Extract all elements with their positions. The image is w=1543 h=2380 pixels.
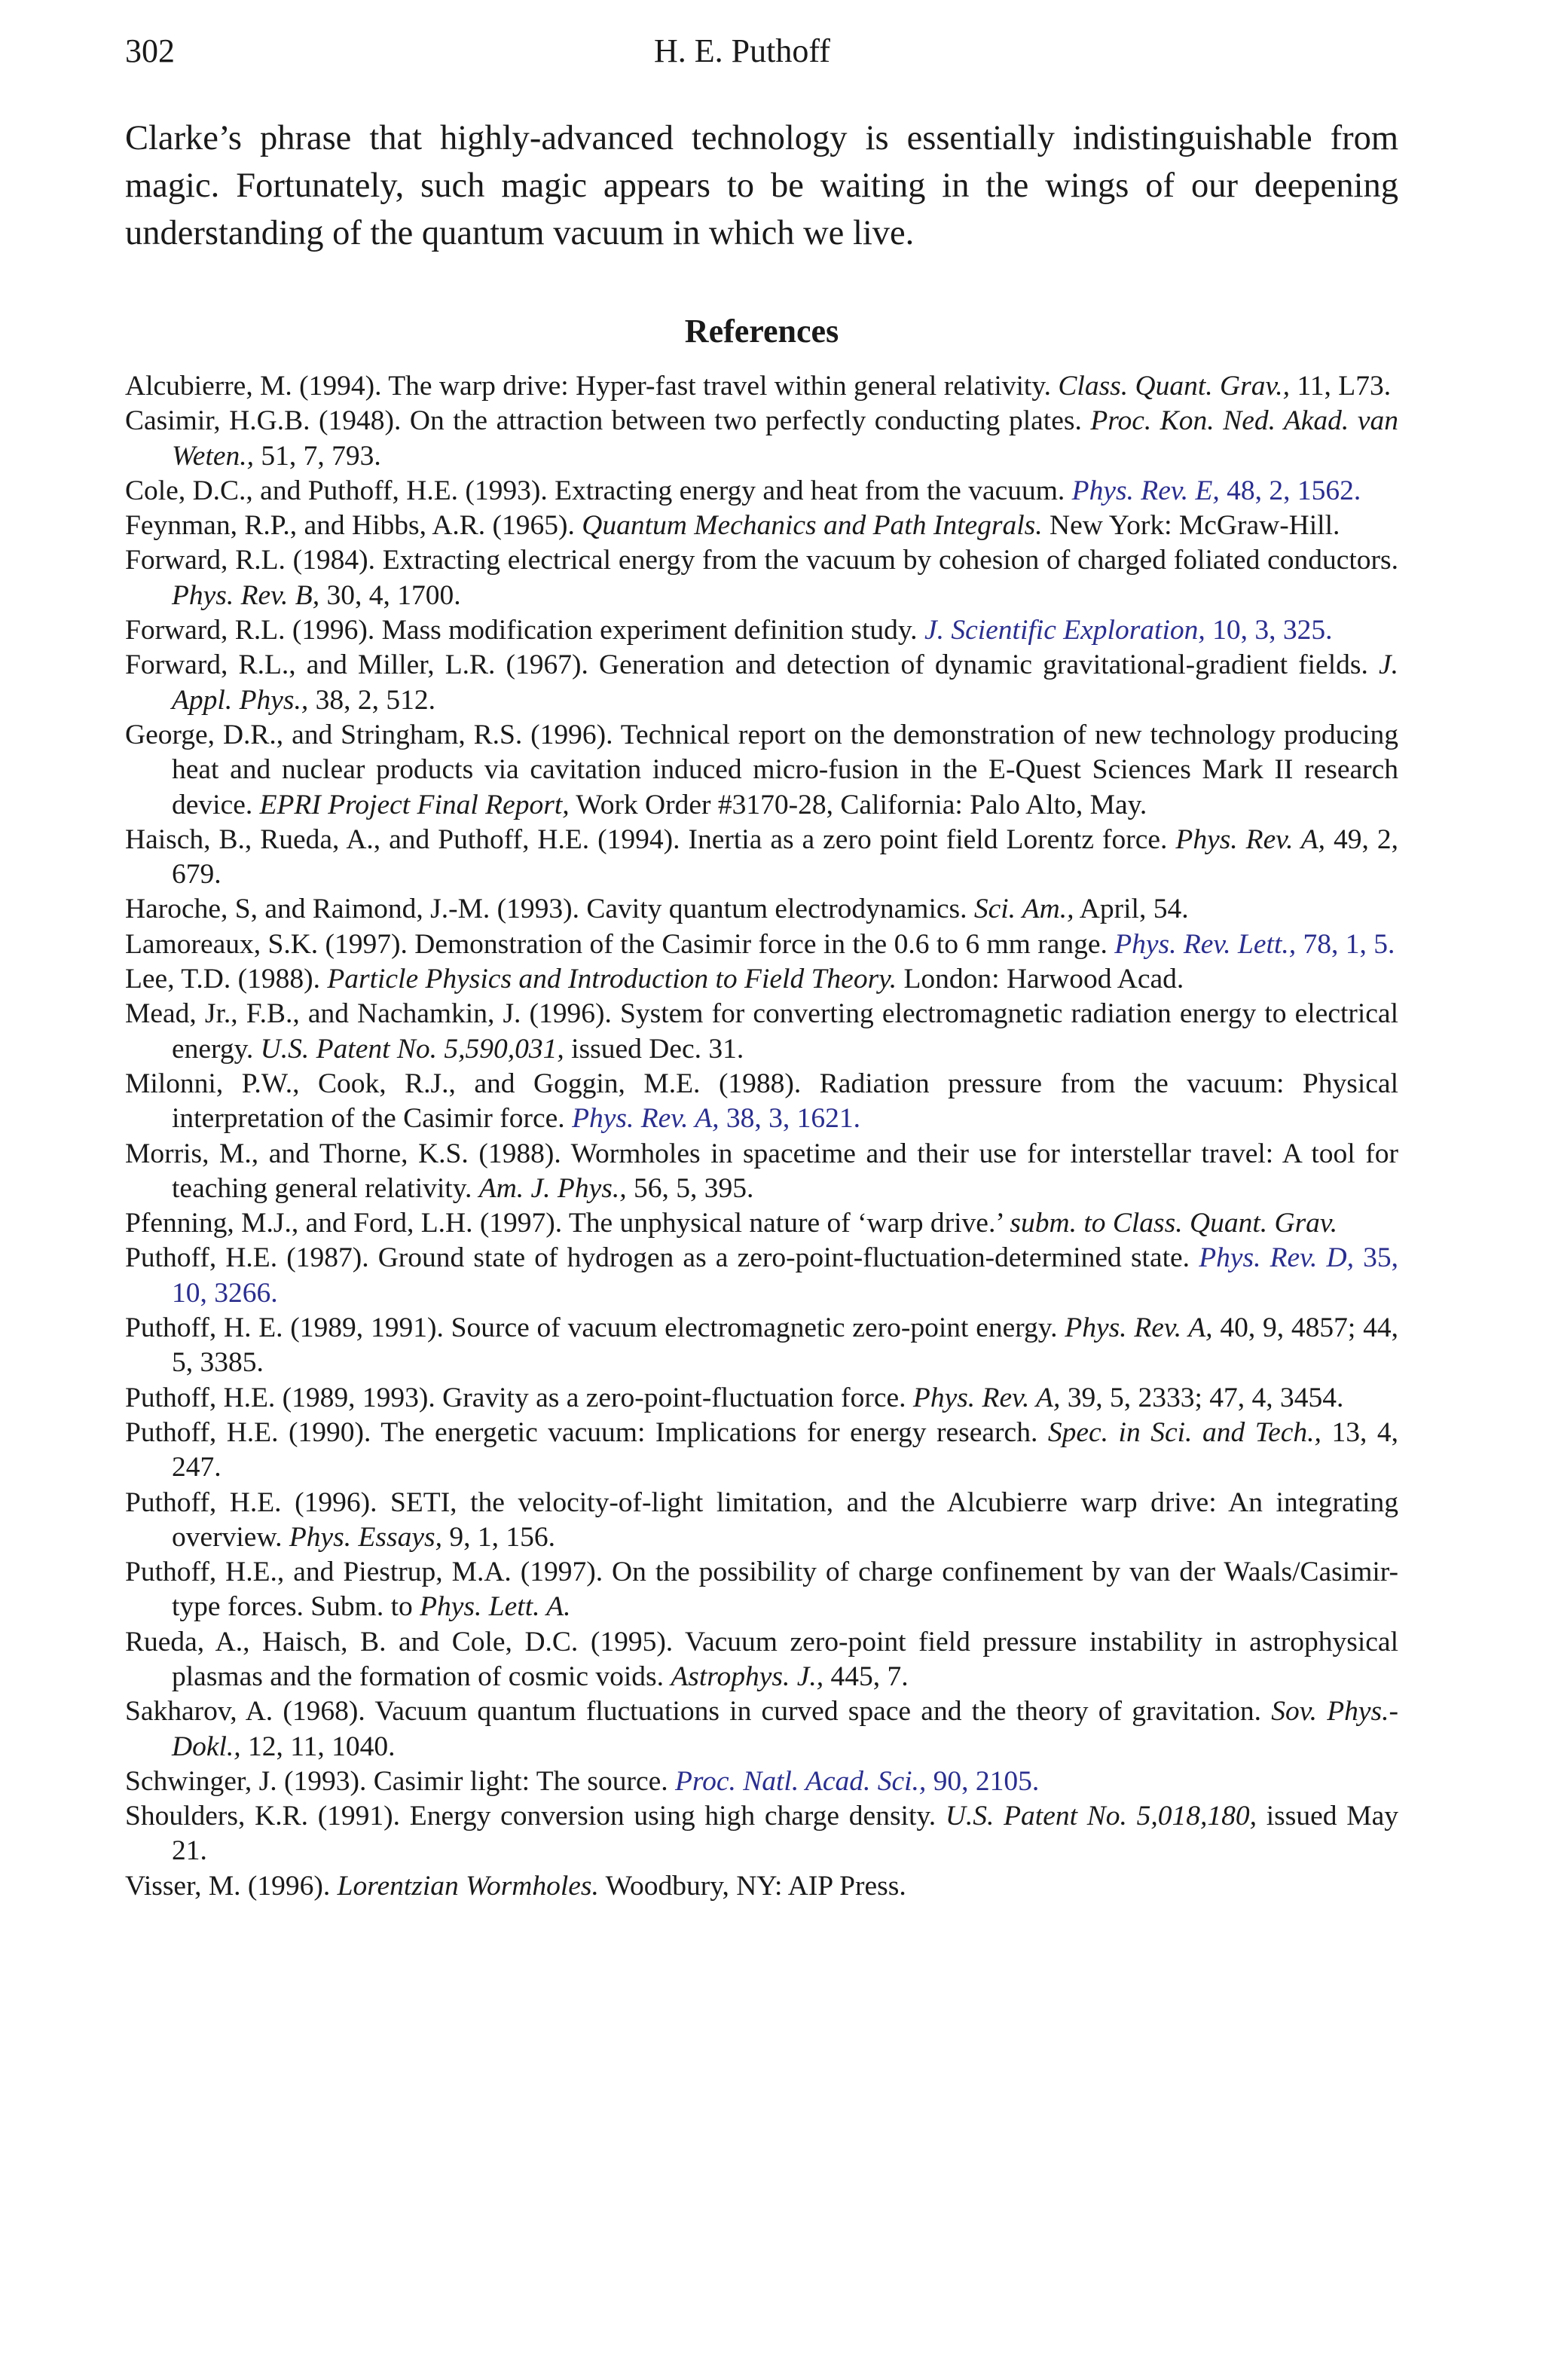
reference-text: Rueda, A., Haisch, B. and Cole, D.C. (1995). Vacuum zero-point field pressure instability in astrophysical plasmas and the formation of cosmic voids.: [125, 1626, 1398, 1692]
reference-entry: [125, 509, 1398, 543]
reference-journal: Particle Physics and Introduction to Field Theory.: [327, 964, 897, 995]
reference-link-details[interactable]: 78, 1, 5.: [1296, 928, 1395, 960]
reference-entry: [125, 1799, 1398, 1869]
reference-entry: [125, 1381, 1398, 1416]
reference-text: Puthoff, H.E. (1989, 1993). Gravity as a zero-point-fluctuation force.: [125, 1382, 913, 1413]
reference-link[interactable]: [1114, 929, 1395, 960]
reference-entry: [125, 1486, 1398, 1556]
reference-entry: [125, 474, 1398, 509]
reference-link-journal[interactable]: Phys. Rev. E,: [1071, 475, 1220, 506]
reference-entry: [125, 997, 1398, 1067]
reference-journal: Sci. Am.,: [973, 894, 1074, 925]
reference-entry: [125, 1416, 1398, 1486]
reference-details: Work Order #3170-28, California: Palo Alto, May.: [569, 789, 1147, 820]
reference-details: 56, 5, 395.: [626, 1172, 754, 1204]
references-heading: References: [684, 313, 839, 350]
reference-link-journal[interactable]: Phys. Rev. D,: [1199, 1242, 1354, 1274]
reference-text: Puthoff, H.E., and Piestrup, M.A. (1997). On the possibility of charge confinement by van der Waals/Casimir-type forces. Subm. to: [125, 1557, 1398, 1623]
reference-text: Morris, M., and Thorne, K.S. (1988). Wormholes in spacetime and their use for interstellar travel: A tool for teaching general relativity.: [125, 1138, 1398, 1204]
reference-text: Puthoff, H. E. (1989, 1991). Source of vacuum electromagnetic zero-point energy.: [125, 1312, 1065, 1344]
reference-entry: [125, 543, 1398, 613]
reference-link[interactable]: [924, 615, 1333, 646]
reference-entry: [125, 823, 1398, 893]
reference-journal: J. Appl. Phys.,: [172, 649, 1398, 716]
reference-details: 51, 7, 793.: [254, 440, 381, 472]
reference-entry: [125, 1241, 1398, 1311]
reference-journal: Phys. Lett. A.: [420, 1591, 571, 1623]
reference-details: Woodbury, NY: AIP Press.: [598, 1870, 906, 1902]
reference-link-details[interactable]: 10, 3, 325.: [1205, 615, 1333, 646]
reference-journal: Sov. Phys.-Dokl.,: [172, 1696, 1398, 1762]
intro-paragraph: Clarke’s phrase that highly-advanced technology is essentially indistinguishable from magic. Fortunately, such magic appears to be waiting in the wings of our deepening understanding of the quantum vacuum in which we live.: [125, 119, 1398, 252]
reference-link-journal[interactable]: Phys. Rev. Lett.,: [1114, 928, 1297, 960]
reference-text: Haroche, S, and Raimond, J.-M. (1993). Cavity quantum electrodynamics.: [125, 894, 974, 925]
reference-link-details[interactable]: 35, 10, 3266.: [172, 1242, 1398, 1309]
reference-journal: Quantum Mechanics and Path Integrals.: [582, 510, 1043, 542]
reference-details: New York: McGraw-Hill.: [1042, 510, 1340, 542]
reference-journal: U.S. Patent No. 5,018,180,: [945, 1801, 1257, 1832]
reference-link-journal[interactable]: Proc. Natl. Acad. Sci.,: [675, 1765, 927, 1797]
reference-text: Lee, T.D. (1988).: [125, 964, 328, 995]
reference-text: Mead, Jr., F.B., and Nachamkin, J. (1996). System for converting electromagnetic radiation energy to electrical energy.: [125, 998, 1398, 1065]
reference-entry: [125, 1764, 1398, 1799]
reference-text: Forward, R.L., and Miller, L.R. (1967). Generation and detection of dynamic gravitational-gradient fields.: [125, 649, 1379, 681]
reference-text: Pfenning, M.J., and Ford, L.H. (1997). The unphysical nature of ‘warp drive.’: [125, 1208, 1010, 1239]
reference-text: Forward, R.L. (1984). Extracting electrical energy from the vacuum by cohesion of charged foliated conductors.: [125, 545, 1398, 576]
reference-entry: [125, 1555, 1398, 1625]
reference-entry: [125, 404, 1398, 474]
reference-text: Sakharov, A. (1968). Vacuum quantum fluctuations in curved space and the theory of gravitation.: [125, 1696, 1272, 1728]
reference-entry: [125, 1067, 1398, 1137]
reference-entry: [125, 718, 1398, 823]
reference-journal: U.S. Patent No. 5,590,031,: [260, 1033, 564, 1065]
reference-details: 9, 1, 156.: [442, 1521, 555, 1553]
reference-details: 39, 5, 2333; 47, 4, 3454.: [1060, 1382, 1344, 1413]
reference-entry: [125, 369, 1398, 404]
reference-journal: Astrophys. J.,: [671, 1661, 824, 1692]
reference-entry: [125, 927, 1398, 962]
reference-text: George, D.R., and Stringham, R.S. (1996). Technical report on the demonstration of new technology producing heat and nuclear products via cavitation induced micro-fusion in the E-Quest Sciences Mark II research device.: [125, 719, 1398, 820]
reference-journal: Class. Quant. Grav.,: [1058, 371, 1291, 402]
reference-text: Casimir, H.G.B. (1948). On the attraction between two perfectly conducting plates.: [125, 405, 1091, 437]
reference-journal: Phys. Rev. A,: [1065, 1312, 1213, 1344]
reference-journal: subm. to Class. Quant. Grav.: [1010, 1208, 1338, 1239]
reference-details: April, 54.: [1074, 894, 1189, 925]
reference-entry: [125, 1137, 1398, 1207]
reference-text: Puthoff, H.E. (1996). SETI, the velocity-of-light limitation, and the Alcubierre warp drive: An integrating overview.: [125, 1486, 1398, 1553]
reference-journal: Phys. Rev. A,: [1175, 823, 1326, 855]
reference-text: Puthoff, H.E. (1990). The energetic vacuum: Implications for energy research.: [125, 1416, 1048, 1448]
reference-text: Feynman, R.P., and Hibbs, A.R. (1965).: [125, 510, 582, 542]
reference-entry: [125, 648, 1398, 718]
reference-entry: [125, 892, 1398, 927]
reference-details: 12, 11, 1040.: [240, 1731, 396, 1762]
reference-details: 49, 2, 679.: [172, 823, 1398, 891]
reference-journal: Am. J. Phys.,: [478, 1172, 627, 1204]
page-number: 302: [125, 32, 175, 69]
reference-text: Forward, R.L. (1996). Mass modification experiment definition study.: [125, 615, 924, 646]
reference-text: Lamoreaux, S.K. (1997). Demonstration of the Casimir force in the 0.6 to 6 mm range.: [125, 928, 1115, 960]
reference-journal: Spec. in Sci. and Tech.,: [1047, 1416, 1321, 1448]
reference-details: issued May 21.: [172, 1801, 1398, 1867]
reference-entry: [125, 1869, 1398, 1904]
reference-journal: Phys. Essays,: [289, 1521, 442, 1553]
reference-journal: EPRI Project Final Report,: [259, 789, 570, 820]
reference-details: 40, 9, 4857; 44, 5, 3385.: [172, 1312, 1398, 1379]
reference-link-details[interactable]: 48, 2, 1562.: [1219, 475, 1361, 506]
reference-text: Cole, D.C., and Puthoff, H.E. (1993). Extracting energy and heat from the vacuum.: [125, 475, 1072, 506]
reference-details: London: Harwood Acad.: [897, 964, 1184, 995]
reference-entry: [125, 1311, 1398, 1381]
reference-entry: [125, 1694, 1398, 1764]
reference-link-details[interactable]: 38, 3, 1621.: [719, 1103, 860, 1135]
reference-details: 13, 4, 247.: [172, 1416, 1398, 1483]
reference-journal: Phys. Rev. B,: [172, 579, 320, 611]
reference-entry: [125, 962, 1398, 997]
running-head-author: H. E. Puthoff: [654, 32, 830, 69]
running-head: [125, 29, 1398, 74]
reference-details: 11, L73.: [1290, 371, 1392, 402]
reference-details: 38, 2, 512.: [308, 684, 435, 716]
reference-entry: [125, 613, 1398, 648]
reference-journal: Lorentzian Wormholes.: [337, 1870, 599, 1902]
reference-link-details[interactable]: 90, 2105.: [926, 1765, 1040, 1797]
reference-text: Schwinger, J. (1993). Casimir light: The source.: [125, 1765, 675, 1797]
reference-link-journal[interactable]: J. Scientific Exploration,: [924, 615, 1205, 646]
reference-details: issued Dec. 31.: [564, 1033, 744, 1065]
reference-link[interactable]: [1072, 475, 1361, 506]
reference-text: Puthoff, H.E. (1987). Ground state of hydrogen as a zero-point-fluctuation-determined state.: [125, 1242, 1199, 1274]
reference-text: Alcubierre, M. (1994). The warp drive: Hyper-fast travel within general relativity.: [125, 371, 1059, 402]
reference-link-journal[interactable]: Phys. Rev. A,: [572, 1103, 720, 1135]
reference-list: [125, 369, 1398, 1904]
reference-link[interactable]: [572, 1103, 860, 1134]
reference-text: Shoulders, K.R. (1991). Energy conversion using high charge density.: [125, 1801, 946, 1832]
reference-entry: [125, 1625, 1398, 1695]
reference-entry: [125, 1206, 1398, 1241]
reference-text: Visser, M. (1996).: [125, 1870, 338, 1902]
reference-text: Haisch, B., Rueda, A., and Puthoff, H.E. (1994). Inertia as a zero point field Lorentz force.: [125, 823, 1176, 855]
reference-journal: Phys. Rev. A,: [912, 1382, 1061, 1413]
reference-journal: Proc. Kon. Ned. Akad. van Weten.,: [172, 405, 1398, 472]
reference-text: Milonni, P.W., Cook, R.J., and Goggin, M.E. (1988). Radiation pressure from the vacuum: Physical interpretation of the Casimir force.: [125, 1068, 1398, 1135]
reference-details: 30, 4, 1700.: [319, 579, 461, 611]
reference-details: 445, 7.: [823, 1661, 909, 1692]
reference-link[interactable]: [675, 1766, 1039, 1797]
